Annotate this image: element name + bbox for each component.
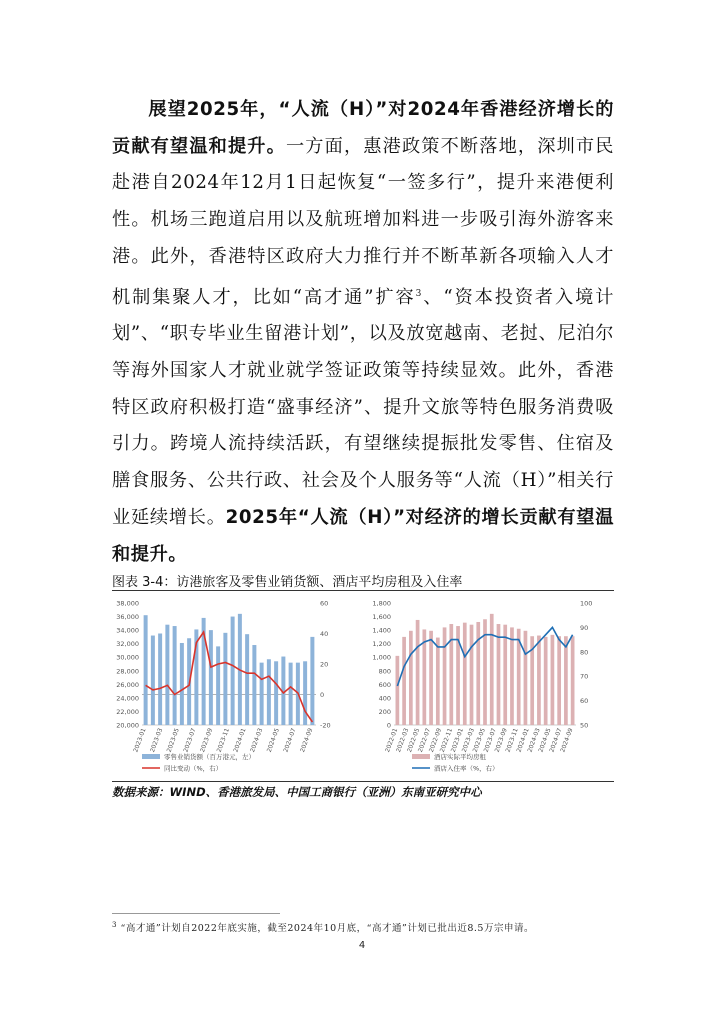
x-tick: 2023-07 (482, 727, 498, 754)
bar (490, 614, 494, 725)
x-tick: 2022-11 (438, 727, 455, 754)
bar (571, 636, 575, 725)
x-tick: 2023-09 (199, 727, 215, 754)
bar (476, 622, 480, 725)
x-tick: 2022-09 (427, 727, 444, 754)
bar (158, 634, 162, 726)
bar (310, 637, 314, 725)
hotel-chart (364, 597, 614, 777)
bar (396, 656, 400, 725)
x-tick: 2022-03 (395, 727, 411, 754)
y-tick-left: 20,000 (116, 721, 139, 730)
y-tick-left: 400 (378, 694, 391, 703)
legend-label-bar: 零售业销货额（百万港元，左） (164, 753, 255, 761)
y-tick-right: 50 (580, 721, 589, 730)
y-tick-right: 20 (320, 660, 329, 669)
bar (544, 637, 548, 725)
bar (436, 638, 440, 725)
y-tick-left: 1,800 (372, 599, 391, 608)
bar (463, 623, 467, 725)
bold-closing-sentence: 2025年“人流（H）”对经济的增长贡献有望温和提升。 (112, 506, 614, 565)
bar (443, 627, 447, 725)
body-paragraph (112, 92, 614, 573)
y-tick-right: 60 (320, 599, 329, 608)
bar (497, 624, 501, 725)
y-tick-left: 24,000 (116, 694, 139, 703)
y-tick-left: 34,000 (116, 626, 139, 635)
figure-title: 图表 3-4：访港旅客及零售业销货额、酒店平均房租及入住率 (112, 575, 463, 590)
y-tick-left: 26,000 (116, 680, 139, 689)
y-tick-left: 38,000 (116, 599, 139, 608)
x-tick: 2023-09 (493, 727, 509, 754)
y-tick-right: 70 (580, 672, 589, 681)
y-tick-left: 1,600 (372, 613, 391, 622)
legend-label-line: 同比变动（%，右） (164, 764, 223, 773)
y-tick-left: 0 (386, 721, 391, 730)
x-tick: 2022-05 (406, 727, 422, 754)
legend-swatch-bar (412, 754, 430, 759)
y-tick-left: 1,200 (372, 640, 391, 649)
page-number: 4 (358, 940, 366, 951)
bar (274, 661, 278, 725)
x-tick: 2022-01 (384, 727, 400, 754)
y-tick-right: 0 (320, 691, 325, 699)
x-tick: 2023-01 (449, 727, 465, 754)
bar (260, 663, 264, 725)
bar (252, 645, 256, 725)
y-tick-right: 40 (320, 630, 329, 638)
bar (564, 636, 568, 725)
x-tick: 2024-05 (265, 727, 281, 754)
y-tick-left: 36,000 (116, 613, 139, 622)
footnote (112, 920, 614, 934)
bar (216, 646, 220, 725)
bar (231, 617, 235, 725)
y-tick-right: -20 (320, 721, 331, 730)
x-tick: 2023-03 (149, 727, 165, 754)
y-tick-left: 600 (378, 680, 391, 689)
y-tick-left: 32,000 (116, 640, 139, 649)
bar (289, 663, 293, 725)
figure-box (112, 590, 614, 782)
y-tick-left: 22,000 (116, 707, 139, 716)
bar (524, 631, 528, 725)
bar (180, 643, 184, 725)
y-tick-right: 80 (580, 648, 589, 657)
retail-sales-chart (112, 597, 348, 777)
x-tick: 2024-01 (515, 727, 531, 754)
data-source: 数据来源：WIND、香港旅发局、中国工商银行（亚洲）东南亚研究中心 (112, 785, 482, 799)
y-tick-left: 30,000 (116, 653, 139, 662)
y-tick-left: 1,000 (372, 653, 391, 662)
series-line (146, 632, 313, 722)
x-tick: 2023-05 (165, 727, 181, 754)
bar (503, 625, 507, 725)
y-tick-left: 28,000 (116, 667, 139, 676)
y-tick-right: 100 (580, 599, 593, 608)
bar (151, 636, 155, 725)
x-tick: 2024-07 (548, 727, 564, 754)
x-tick: 2024-03 (249, 727, 265, 754)
x-tick: 2023-07 (182, 727, 198, 754)
bar (409, 631, 413, 725)
footnote-divider (112, 913, 280, 914)
bar (537, 636, 541, 725)
legend-swatch-bar (142, 754, 160, 759)
x-tick: 2023-03 (460, 727, 476, 754)
x-tick: 2024-07 (282, 727, 298, 754)
bar (267, 659, 271, 725)
paragraph-text-1: 一方面，惠港政策不断落地，深圳市民赴港自2024年12月1日起恢复“一签多行”，提升来港便利性。机场三跑道启用以及航班增加料进一步吸引海外游客来港。此外，香港特区政府大力推行并不断革新各项输入人才机制集聚人才，比如“高才通”扩容 (112, 135, 615, 308)
x-tick: 2022-07 (416, 727, 433, 754)
legend-label-line: 酒店入住率（%，右） (434, 764, 499, 773)
bar (557, 636, 561, 725)
x-tick: 2024-09 (299, 727, 315, 754)
bar (551, 635, 555, 725)
footnote-text: “高才通”计划自2022年底实施，截至2024年10月底，“高才通”计划已批出近8.5万宗申请。 (120, 923, 534, 934)
x-tick: 2023-05 (471, 727, 487, 754)
bar (223, 633, 227, 725)
bar (173, 626, 177, 725)
x-tick: 2023-01 (132, 727, 148, 754)
paragraph-text-2: 、“资本投资者入境计划”、“职专毕业生留港计划”，以及放宽越南、老挝、尼泊尔等海外国家人才就业就学签证政策等持续显效。此外，香港特区政府积极打造“盛事经济”、提升文旅等特色服务消费吸引力。跨境人流持续活跃，有望继续提振批发零售、住宿及膳食服务、公共行政、社会及个人服务等“人流（H）”相关行业延续增长。 (112, 286, 614, 528)
x-tick: 2023-11 (504, 727, 520, 754)
bar (416, 620, 420, 725)
footnote-marker: 3 (112, 920, 117, 929)
bar (510, 627, 514, 725)
x-tick: 2024-05 (537, 727, 553, 754)
x-tick: 2024-09 (559, 727, 575, 754)
bar (209, 630, 213, 725)
bar (303, 661, 307, 725)
x-tick: 2024-03 (526, 727, 542, 754)
bar (470, 625, 474, 725)
x-tick: 2024-01 (232, 727, 248, 754)
bar (144, 615, 148, 725)
x-tick: 2023-11 (215, 727, 231, 754)
y-tick-left: 1,400 (372, 626, 391, 635)
y-tick-left: 200 (378, 707, 391, 716)
bar (429, 631, 433, 725)
bar (402, 637, 406, 725)
bar (165, 625, 169, 725)
y-tick-left: 800 (378, 667, 391, 676)
bar (245, 634, 249, 725)
legend-label-bar: 酒店实际平均房租 (434, 753, 486, 761)
y-tick-right: 90 (580, 623, 589, 632)
y-tick-right: 60 (580, 697, 589, 706)
footnote-ref[interactable]: 3 (415, 288, 422, 299)
bold-lead-sentence: 展望2025年，“人流（H）”对2024年香港经济增长的贡献有望温和提升。 (112, 99, 614, 157)
